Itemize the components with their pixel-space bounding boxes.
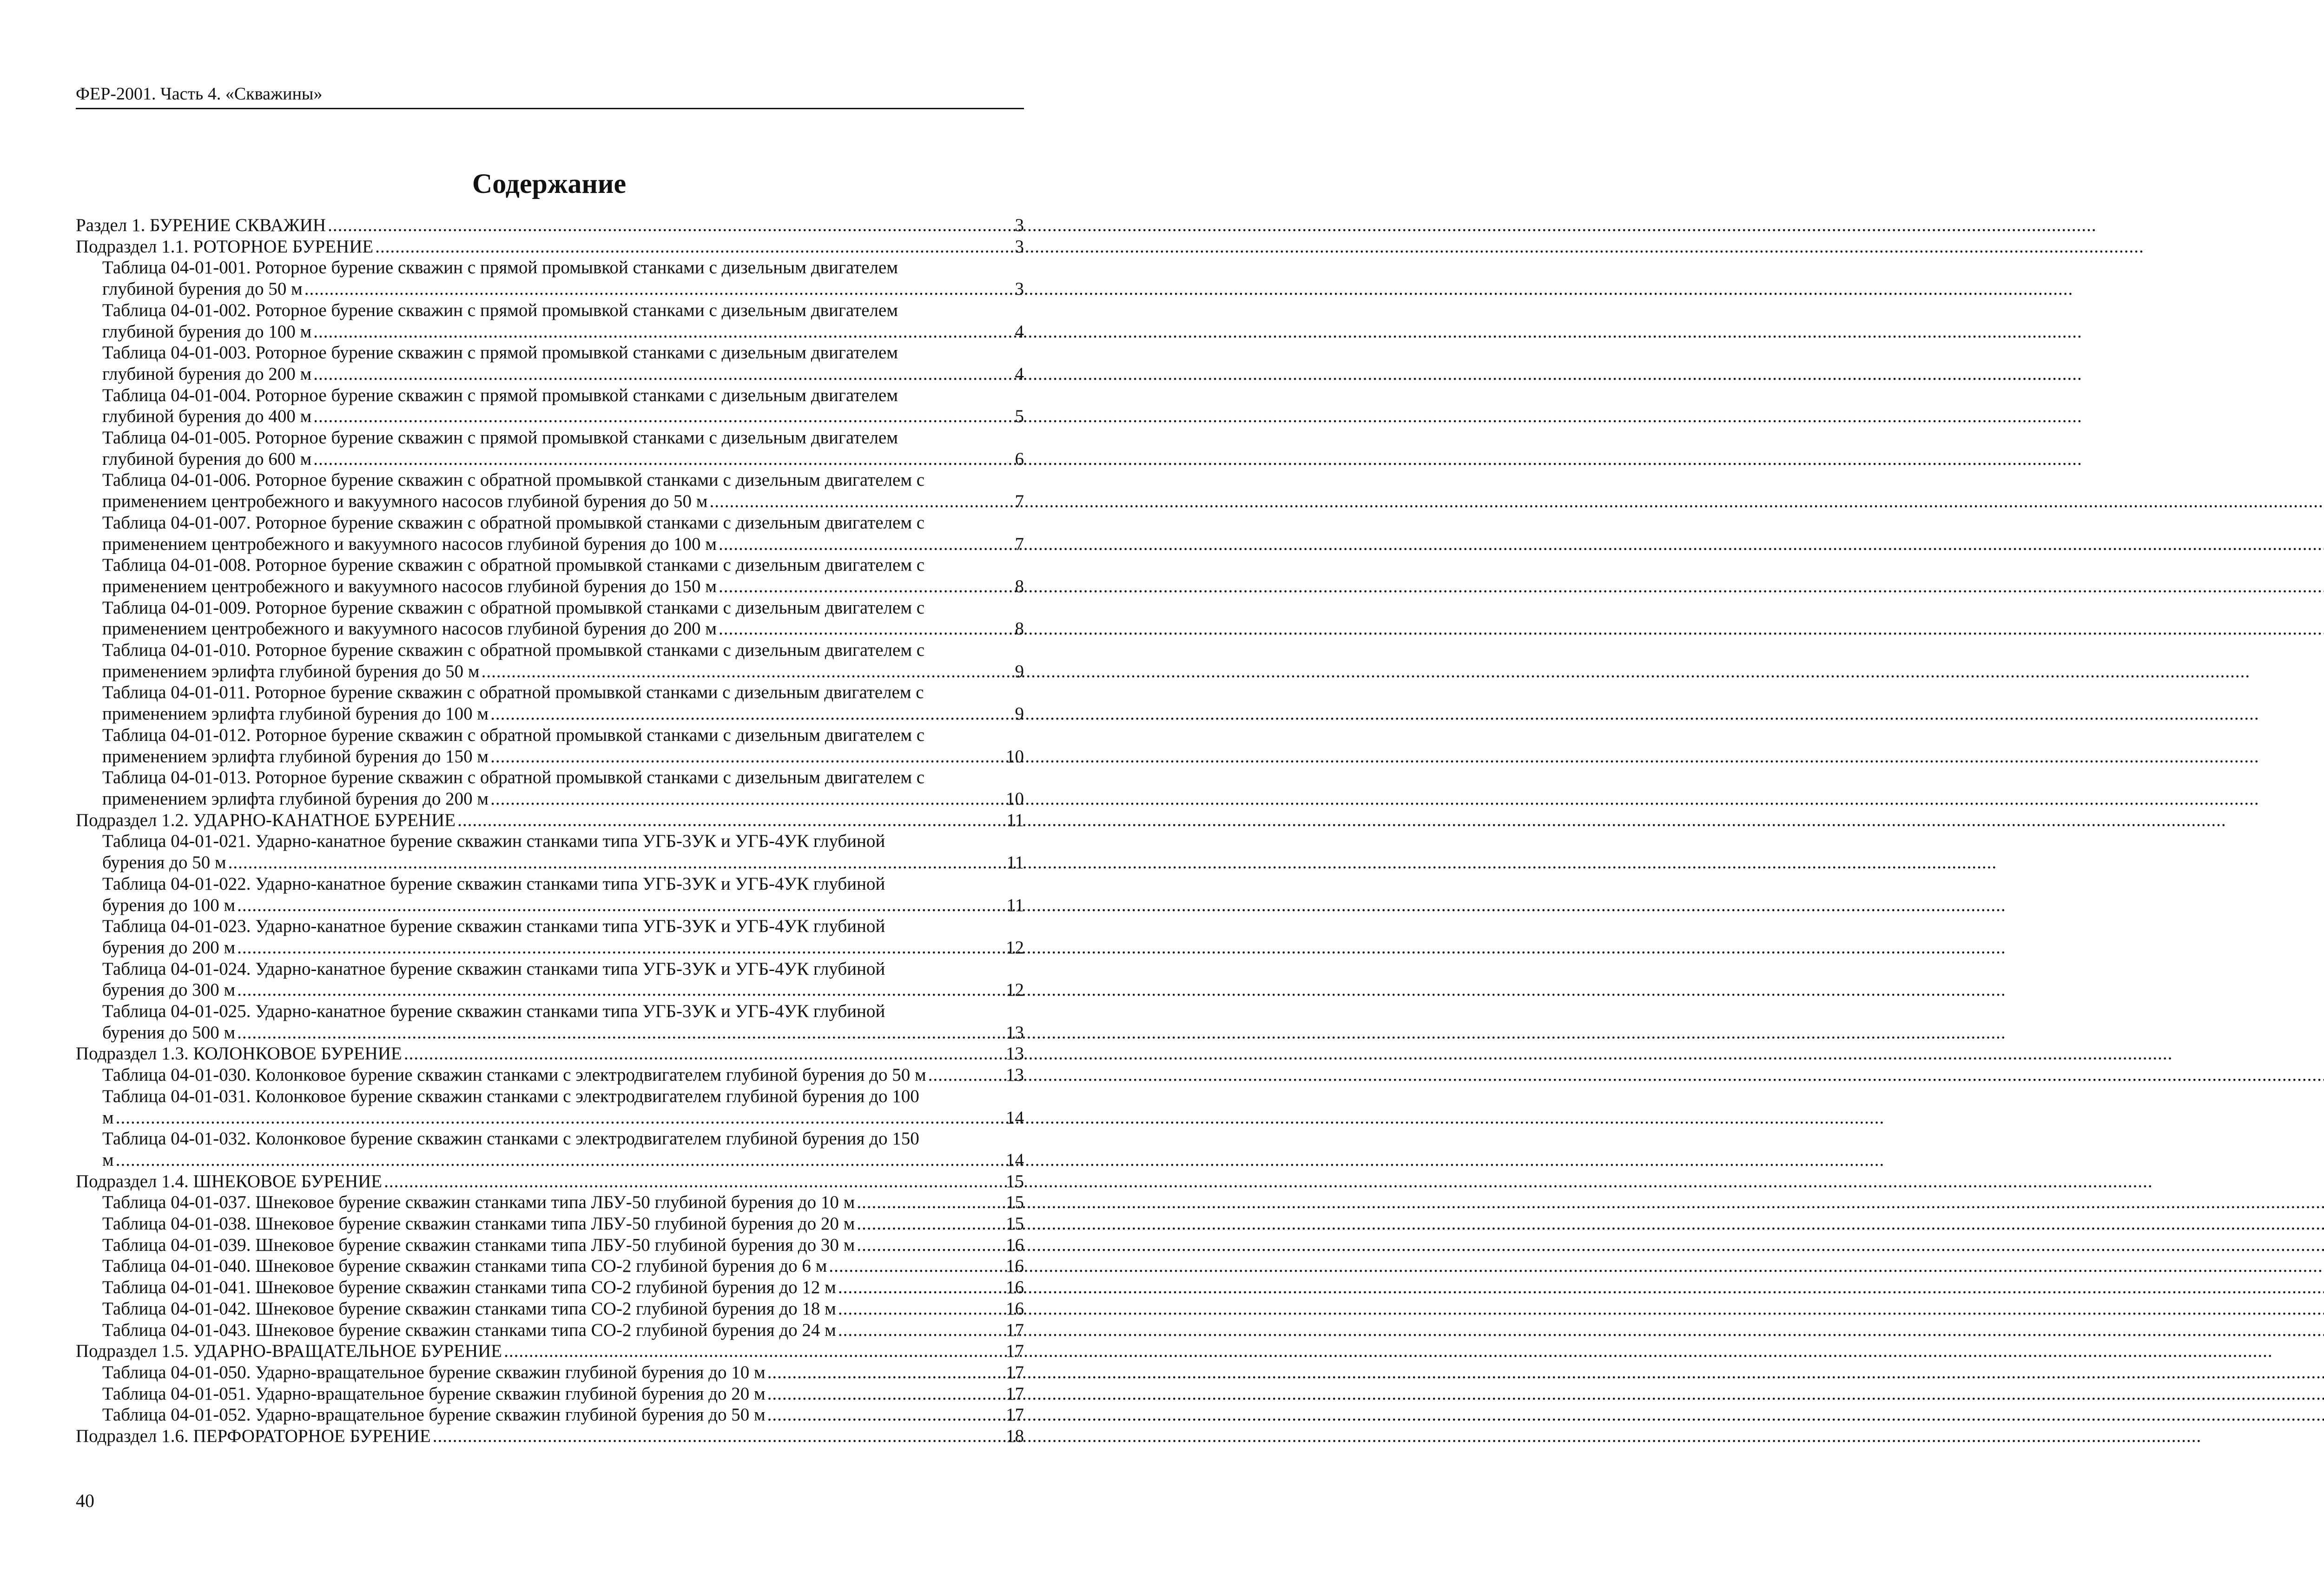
toc-entry-text: применением эрлифта глубиной бурения до 150 м: [102, 746, 489, 766]
toc-table-entry: [76, 682, 1024, 724]
toc-page-ref: 8: [1015, 576, 1024, 596]
toc-entry-text: Таблица 04-01-038. Шнековое бурение скважин станками типа ЛБУ-50 глубиной бурения до 20 м: [102, 1214, 855, 1234]
toc-leader-line: [102, 852, 1024, 873]
dot-leader: [313, 406, 1013, 427]
toc-leader-line: [102, 1107, 1024, 1129]
toc-table-entry: [76, 555, 1024, 597]
dot-leader: [304, 278, 1013, 300]
toc-table-entry: [76, 257, 1024, 299]
toc-leader-line: [76, 1171, 1024, 1192]
toc-entry-text: глубиной бурения до 400 м: [102, 406, 312, 427]
toc-entry-text: применением эрлифта глубиной бурения до 200 м: [102, 788, 489, 809]
toc-page-ref: 3: [1015, 215, 1024, 235]
toc-page-ref: 17: [1006, 1383, 1024, 1404]
toc-section-entry: [76, 215, 1024, 236]
toc-table-entry: [76, 873, 1024, 916]
toc-page-ref: 16: [1006, 1256, 1024, 1276]
toc-leader-line: [102, 895, 1024, 916]
toc-leader-line: [102, 576, 1024, 597]
dot-leader: [237, 979, 1004, 1001]
toc-page-ref: 3: [1015, 279, 1024, 299]
toc-entry-text: Таблица 04-01-007. Роторное бурение скважин с обратной промывкой станками с дизельным двигателем с: [102, 512, 925, 533]
toc-leader-line: [102, 703, 1024, 725]
toc-leader-line: [102, 1255, 1024, 1277]
toc-leader-line: [76, 1426, 1024, 1447]
toc-leader-line: [76, 1043, 1024, 1064]
toc-page-ref: 17: [1006, 1362, 1024, 1382]
dot-leader: [237, 937, 1004, 958]
toc-table-entry: [76, 1383, 1024, 1405]
toc-entry-text: применением центробежного и вакуумного насосов глубиной бурения до 150 м: [102, 576, 717, 596]
toc-page-ref: 9: [1015, 661, 1024, 681]
toc-leader-line: [102, 1192, 1024, 1213]
dot-leader: [719, 618, 1013, 640]
toc-table-entry: [76, 767, 1024, 809]
toc-leader-line: [102, 449, 1024, 470]
toc-entry-text: Подраздел 1.6. ПЕРФОРАТОРНОЕ БУРЕНИЕ: [76, 1426, 431, 1447]
dot-leader: [490, 788, 1004, 810]
dot-leader: [490, 703, 1013, 725]
page-header: ФЕР-2001. Часть 4. «Скважины»: [76, 83, 1024, 109]
toc-leader-line: [102, 1022, 1024, 1044]
dot-leader: [313, 449, 1013, 470]
dot-leader: [375, 236, 1013, 258]
toc-table-entry: [76, 597, 1024, 640]
toc-page-ref: 13: [1006, 1044, 1024, 1064]
toc-entry-text: Подраздел 1.4. ШНЕКОВОЕ БУРЕНИЕ: [76, 1171, 383, 1191]
toc-entry-text: Раздел 1. БУРЕНИЕ СКВАЖИН: [76, 215, 326, 235]
toc-entry-text: Таблица 04-01-052. Ударно-вращательное бурение скважин глубиной бурения до 50 м: [102, 1405, 766, 1425]
dot-leader: [228, 852, 1005, 873]
toc-table-entry: [76, 725, 1024, 767]
toc-table-entry: [76, 1213, 1024, 1235]
toc-entry-text: м: [102, 1107, 114, 1128]
toc-entry-text: применением эрлифта глубиной бурения до 100 м: [102, 704, 489, 724]
toc-entry-text: бурения до 50 м: [102, 852, 226, 873]
toc-leader-line: [102, 1362, 1024, 1383]
dot-leader: [313, 363, 1013, 385]
toc-table-entry: [76, 1192, 1024, 1213]
toc-leader-line: [102, 534, 1024, 555]
dot-leader: [384, 1171, 1004, 1192]
dot-leader: [404, 1043, 1004, 1064]
toc-entry-text: Таблица 04-01-009. Роторное бурение скважин с обратной промывкой станками с дизельным двигателем с: [102, 597, 925, 618]
toc-section-entry: [76, 810, 1024, 831]
toc-entry-text: бурения до 500 м: [102, 1022, 236, 1043]
toc-section-entry: [76, 1341, 1024, 1362]
toc-leader-line: [102, 321, 1024, 343]
toc-page-ref: 17: [1006, 1341, 1024, 1361]
toc-entry-text: Таблица 04-01-023. Ударно-канатное бурение скважин станками типа УГБ-3УК и УГБ-4УК глубиной: [102, 916, 885, 937]
dot-leader: [719, 576, 1013, 597]
toc-entry-text: Таблица 04-01-006. Роторное бурение скважин с обратной промывкой станками с дизельным двигателем с: [102, 470, 925, 490]
toc-entry-text: Таблица 04-01-030. Колонковое бурение скважин станками с электродвигателем глубиной бурения до 50 м: [102, 1065, 926, 1085]
toc-table-entry: [76, 469, 1024, 512]
toc-page-ref: 9: [1015, 704, 1024, 724]
toc-table-entry: [76, 427, 1024, 469]
toc-table-entry: [76, 1255, 1024, 1277]
toc-table-entry: [76, 1235, 1024, 1256]
toc-page-ref: 11: [1006, 852, 1024, 873]
toc-entry-text: применением центробежного и вакуумного насосов глубиной бурения до 50 м: [102, 491, 708, 512]
dot-leader: [719, 534, 1013, 555]
toc-page-ref: 3: [1015, 236, 1024, 257]
toc-entry-text: глубиной бурения до 50 м: [102, 279, 303, 299]
toc-table-entry: [76, 1128, 1024, 1170]
dot-leader: [504, 1341, 1004, 1362]
toc-page-ref: 12: [1006, 980, 1024, 1000]
dot-leader: [767, 1404, 1004, 1426]
toc-section-entry: [76, 236, 1024, 258]
toc-page-ref: 18: [1006, 1426, 1024, 1447]
toc-entry-text: Таблица 04-01-021. Ударно-канатное бурение скважин станками типа УГБ-3УК и УГБ-4УК глубиной: [102, 831, 885, 852]
toc-entry-text: Таблица 04-01-012. Роторное бурение скважин с обратной промывкой станками с дизельным двигателем с: [102, 725, 925, 745]
toc-entry-text: Таблица 04-01-003. Роторное бурение скважин с прямой промывкой станками с дизельным двигателем: [102, 343, 898, 363]
toc-table-entry: [76, 1001, 1024, 1043]
toc-entry-text: глубиной бурения до 600 м: [102, 449, 312, 469]
dot-leader: [482, 661, 1013, 682]
dot-leader: [838, 1277, 1004, 1298]
toc-entry-text: Таблица 04-01-024. Ударно-канатное бурение скважин станками типа УГБ-3УК и УГБ-4УК глубиной: [102, 958, 885, 979]
toc-entry-text: применением центробежного и вакуумного насосов глубиной бурения до 100 м: [102, 534, 717, 554]
toc-leader-line: [102, 363, 1024, 385]
toc-entry-text: Таблица 04-01-043. Шнековое бурение скважин станками типа СО-2 глубиной бурения до 24 м: [102, 1320, 836, 1340]
toc-leader-line: [102, 661, 1024, 682]
toc-page-ref: 17: [1006, 1320, 1024, 1340]
toc-table-entry: [76, 512, 1024, 555]
toc-table-entry: [76, 831, 1024, 873]
toc-leader-line: [102, 1235, 1024, 1256]
toc-page-ref: 8: [1015, 619, 1024, 639]
toc-table-entry: [76, 1320, 1024, 1341]
toc-page-ref: 7: [1015, 534, 1024, 554]
toc-entry-text: Таблица 04-01-051. Ударно-вращательное бурение скважин глубиной бурения до 20 м: [102, 1383, 766, 1404]
dot-leader: [857, 1213, 1004, 1235]
dot-leader: [237, 1022, 1004, 1044]
toc-entry-text: глубиной бурения до 100 м: [102, 321, 312, 342]
toc-entry-text: Подраздел 1.2. УДАРНО-КАНАТНОЕ БУРЕНИЕ: [76, 810, 456, 830]
toc-page-ref: 12: [1006, 937, 1024, 958]
toc-entry-text: бурения до 300 м: [102, 980, 236, 1000]
toc-page-ref: 7: [1015, 491, 1024, 512]
toc-page-ref: 6: [1015, 449, 1024, 469]
toc-page-ref: 13: [1006, 1065, 1024, 1085]
toc-table-entry: [76, 342, 1024, 384]
toc-page-ref: 4: [1015, 363, 1024, 384]
toc-entry-text: бурения до 200 м: [102, 937, 236, 958]
dot-leader: [313, 321, 1013, 343]
dot-leader: [928, 1064, 1004, 1086]
toc-page-ref: 15: [1006, 1171, 1024, 1191]
toc-leader-line: [102, 937, 1024, 958]
toc-entry-text: применением центробежного и вакуумного насосов глубиной бурения до 200 м: [102, 619, 717, 639]
toc-entry-text: Таблица 04-01-042. Шнековое бурение скважин станками типа СО-2 глубиной бурения до 18 м: [102, 1298, 836, 1319]
toc-page-ref: 11: [1006, 895, 1024, 915]
toc-leader-line: [76, 215, 1024, 236]
toc-page-ref: 10: [1006, 746, 1024, 766]
toc-leader-line: [76, 810, 1024, 831]
toc-entry-text: Таблица 04-01-041. Шнековое бурение скважин станками типа СО-2 глубиной бурения до 12 м: [102, 1277, 836, 1298]
toc-table-entry: [76, 1362, 1024, 1383]
toc-page-ref: 15: [1006, 1214, 1024, 1234]
dot-leader: [490, 746, 1004, 767]
toc-entry-text: Таблица 04-01-004. Роторное бурение скважин с прямой промывкой станками с дизельным двигателем: [102, 385, 898, 405]
toc-entry-text: Таблица 04-01-040. Шнековое бурение скважин станками типа СО-2 глубиной бурения до 6 м: [102, 1256, 827, 1276]
dot-leader: [767, 1362, 1004, 1383]
toc-leader-line: [76, 1341, 1024, 1362]
toc-leader-line: [102, 1149, 1024, 1171]
toc-leader-line: [102, 788, 1024, 810]
toc-table-entry: [76, 1086, 1024, 1128]
toc-table-entry: [76, 385, 1024, 427]
toc-page-ref: 15: [1006, 1192, 1024, 1213]
dot-leader: [116, 1107, 1004, 1129]
toc-leader-line: [102, 1064, 1024, 1086]
toc-leader-line: [102, 1383, 1024, 1405]
toc-entry-text: Таблица 04-01-039. Шнековое бурение скважин станками типа ЛБУ-50 глубиной бурения до 30 м: [102, 1235, 855, 1255]
dot-leader: [857, 1192, 1004, 1213]
toc-entry-text: Таблица 04-01-022. Ударно-канатное бурение скважин станками типа УГБ-3УК и УГБ-4УК глубиной: [102, 873, 885, 894]
toc-entry-text: глубиной бурения до 200 м: [102, 363, 312, 384]
toc-section-entry: [76, 1171, 1024, 1192]
toc-page-ref: 16: [1006, 1235, 1024, 1255]
toc-leader-line: [102, 278, 1024, 300]
toc-section-entry: [76, 1043, 1024, 1064]
toc-leader-line: [102, 979, 1024, 1001]
toc-table-entry: [76, 958, 1024, 1001]
toc-leader-line: [102, 1277, 1024, 1298]
toc-entry-text: Таблица 04-01-050. Ударно-вращательное бурение скважин глубиной бурения до 10 м: [102, 1362, 766, 1382]
toc-table-entry: [76, 300, 1024, 342]
toc-page-ref: 14: [1006, 1149, 1024, 1170]
toc-section-entry: [76, 1426, 1024, 1447]
toc-page-ref: 5: [1015, 406, 1024, 427]
dot-leader: [857, 1235, 1004, 1256]
dot-leader: [829, 1255, 1004, 1277]
toc-entry-text: бурения до 100 м: [102, 895, 236, 915]
toc-page-ref: 4: [1015, 321, 1024, 342]
toc-entry-text: Таблица 04-01-010. Роторное бурение скважин с обратной промывкой станками с дизельным двигателем с: [102, 640, 925, 661]
toc-entry-text: Таблица 04-01-001. Роторное бурение скважин с прямой промывкой станками с дизельным двигателем: [102, 258, 898, 278]
toc-entry-text: Таблица 04-01-032. Колонковое бурение скважин станками с электродвигателем глубиной бурения до 150: [102, 1129, 919, 1149]
toc-title: Содержание: [472, 168, 627, 199]
toc-leader-line: [102, 406, 1024, 427]
toc-entry-text: применением эрлифта глубиной бурения до 50 м: [102, 661, 480, 681]
dot-leader: [709, 491, 1013, 512]
toc-entry-text: Подраздел 1.3. КОЛОНКОВОЕ БУРЕНИЕ: [76, 1044, 402, 1064]
toc-table-entry: [76, 1064, 1024, 1086]
toc-table-entry: [76, 1277, 1024, 1298]
toc-table-entry: [76, 1404, 1024, 1426]
dot-leader: [328, 215, 1013, 236]
toc-leader-line: [102, 618, 1024, 640]
toc-page-ref: 17: [1006, 1405, 1024, 1425]
toc-entry-text: Таблица 04-01-002. Роторное бурение скважин с прямой промывкой станками с дизельным двигателем: [102, 300, 898, 320]
toc-leader-line: [76, 236, 1024, 258]
toc-page-ref: 16: [1006, 1277, 1024, 1298]
toc-page-ref: 11: [1006, 810, 1024, 830]
toc-entry-text: Подраздел 1.5. УДАРНО-ВРАЩАТЕЛЬНОЕ БУРЕНИЕ: [76, 1341, 502, 1361]
toc-entry-text: Подраздел 1.1. РОТОРНОЕ БУРЕНИЕ: [76, 236, 374, 257]
toc-entry-text: Таблица 04-01-005. Роторное бурение скважин с прямой промывкой станками с дизельным двигателем: [102, 428, 898, 448]
toc-leader-line: [102, 1320, 1024, 1341]
toc-entry-text: Таблица 04-01-011. Роторное бурение скважин с обратной промывкой станками с дизельным двигателем с: [102, 682, 924, 703]
toc-leader-line: [102, 1404, 1024, 1426]
dot-leader: [237, 895, 1004, 916]
dot-leader: [838, 1298, 1004, 1320]
toc-entry-text: Таблица 04-01-037. Шнековое бурение скважин станками типа ЛБУ-50 глубиной бурения до 10 м: [102, 1192, 855, 1213]
toc-page-ref: 10: [1006, 788, 1024, 809]
dot-leader: [433, 1426, 1004, 1447]
toc-table-entry: [76, 916, 1024, 958]
dot-leader: [767, 1383, 1004, 1405]
dot-leader: [116, 1149, 1004, 1171]
toc-page-ref: 13: [1006, 1022, 1024, 1043]
toc-leader-line: [102, 1213, 1024, 1235]
toc-entry-text: Таблица 04-01-008. Роторное бурение скважин с обратной промывкой станками с дизельным двигателем с: [102, 555, 925, 575]
toc-entry-text: Таблица 04-01-013. Роторное бурение скважин с обратной промывкой станками с дизельным двигателем с: [102, 767, 925, 788]
toc-page-ref: 16: [1006, 1298, 1024, 1319]
toc-entry-text: м: [102, 1149, 114, 1170]
page-number: 40: [76, 1490, 94, 1511]
toc-leader-line: [102, 1298, 1024, 1320]
toc-entry-text: Таблица 04-01-031. Колонковое бурение скважин станками с электродвигателем глубиной бурения до 100: [102, 1086, 919, 1106]
toc-entry-text: Таблица 04-01-025. Ударно-канатное бурение скважин станками типа УГБ-3УК и УГБ-4УК глубиной: [102, 1001, 885, 1022]
toc-page-ref: 14: [1006, 1107, 1024, 1128]
dot-leader: [838, 1320, 1004, 1341]
toc-table-entry: [76, 640, 1024, 682]
dot-leader: [457, 810, 1004, 831]
table-of-contents: [76, 215, 1024, 1447]
toc-table-entry: [76, 1298, 1024, 1320]
toc-leader-line: [102, 491, 1024, 512]
toc-leader-line: [102, 746, 1024, 767]
